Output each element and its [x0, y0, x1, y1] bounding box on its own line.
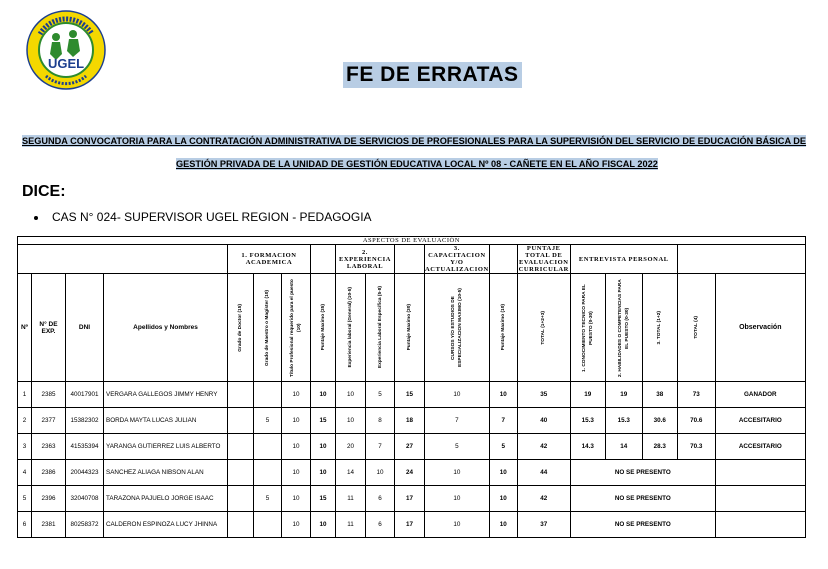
- cell-puntaje-max-1: 10: [311, 434, 336, 460]
- col-exp-general-label: Experiencia laboral (General) (10-5): [348, 287, 353, 368]
- col-puntaje-max-2-label: Puntaje Maximo (30): [407, 304, 412, 351]
- evaluation-table: [17, 236, 806, 538]
- cell-doctor: [228, 382, 254, 408]
- blank-header: [677, 245, 805, 274]
- col-grado-doctor: [228, 274, 254, 382]
- cell-cursos: 10: [425, 512, 490, 538]
- cell-doctor: [228, 486, 254, 512]
- cell-dni: 15382302: [66, 408, 104, 434]
- cell-nro: 5: [18, 486, 32, 512]
- col-exp-especifica-label: Experiencia Laboral Específica (5-8): [377, 286, 383, 369]
- cell-exp: 2385: [32, 382, 66, 408]
- col-observacion: Observación: [715, 274, 805, 382]
- col-habilidades-label: 2. HABILIDADES O COMPETENCIAS PARA EL PUESTO (0-30): [617, 278, 630, 377]
- table-row: [18, 486, 806, 512]
- cell-exp-general: 11: [336, 486, 366, 512]
- cell-puntaje-max-1: 10: [311, 512, 336, 538]
- cell-cursos: 10: [425, 486, 490, 512]
- subtitle-line-2: GESTIÓN PRIVADA DE LA UNIDAD DE GESTIÓN EDUCATIVA LOCAL Nº 08 - CAÑETE EN EL AÑO FISCAL 2022: [176, 159, 658, 169]
- col-total-entrevista: [642, 274, 677, 382]
- col-exp-general: [336, 274, 366, 382]
- cell-total-final: 70.3: [677, 434, 715, 460]
- col-habilidades: [605, 274, 642, 382]
- cell-doctor: [228, 512, 254, 538]
- cell-puntaje-max-3: 10: [489, 460, 517, 486]
- cell-observacion: [715, 460, 805, 486]
- table-row: [18, 512, 806, 538]
- cell-observacion: ACCESITARIO: [715, 408, 805, 434]
- cell-puntaje-max-3: 5: [489, 434, 517, 460]
- cell-dni: 41535394: [66, 434, 104, 460]
- cell-maestro: 5: [254, 486, 282, 512]
- cell-conocimiento: 19: [570, 382, 605, 408]
- cell-total-evc: 42: [517, 486, 570, 512]
- cell-total-final: 73: [677, 382, 715, 408]
- cell-conocimiento: 15.3: [570, 408, 605, 434]
- cell-exp-especifica: 7: [366, 434, 395, 460]
- cell-doctor: [228, 434, 254, 460]
- cell-puntaje-max-1: 15: [311, 408, 336, 434]
- cell-nombre: VERGARA GALLEGOS JIMMY HENRY: [104, 382, 228, 408]
- cell-puntaje-max-2: 17: [395, 486, 425, 512]
- cell-puntaje-max-1: 10: [311, 382, 336, 408]
- col-exp: N° DE EXP.: [32, 274, 66, 382]
- cell-cursos: 10: [425, 460, 490, 486]
- col-total-entrevista-label: 3. TOTAL (1+2): [657, 310, 663, 345]
- blank-header: [311, 245, 336, 274]
- cell-puntaje-max-2: 17: [395, 512, 425, 538]
- cell-nro: 1: [18, 382, 32, 408]
- col-total-evc-label: TOTAL (1+2+3): [541, 310, 547, 345]
- cell-puntaje-max-1: 15: [311, 486, 336, 512]
- col-total-evc: [517, 274, 570, 382]
- cell-habilidades: 19: [605, 382, 642, 408]
- table-row: [18, 382, 806, 408]
- cell-exp-especifica: 6: [366, 512, 395, 538]
- cell-dni: 32040708: [66, 486, 104, 512]
- bullet-item: [34, 210, 372, 224]
- cell-nombre: YARANGA GUTIERREZ LUIS ALBERTO: [104, 434, 228, 460]
- subtitle-line-1: SEGUNDA CONVOCATORIA PARA LA CONTRATACIÓN ADMINISTRATIVA DE SERVICIOS DE PROFESIONALES PARA LA SUPERVISIÓN DEL SERVICIO DE EDUCACIÓN BÁSICA DE: [22, 136, 807, 146]
- cell-nro: 4: [18, 460, 32, 486]
- cell-cursos: 10: [425, 382, 490, 408]
- cell-nro: 6: [18, 512, 32, 538]
- cell-nombre: TARAZONA PAJUELO JORGE ISAAC: [104, 486, 228, 512]
- col-grado-maestro: [254, 274, 282, 382]
- cell-no-se-presento: NO SE PRESENTO: [570, 486, 715, 512]
- cell-puntaje-max-3: 10: [489, 486, 517, 512]
- cell-maestro: 5: [254, 408, 282, 434]
- ugel-logo: [26, 10, 106, 90]
- cell-exp: 2386: [32, 460, 66, 486]
- group-capacitacion: 3. CAPACITACION Y/O ACTUALIZACION: [425, 245, 489, 273]
- cell-observacion: ACCESITARIO: [715, 434, 805, 460]
- bullet-icon: [34, 216, 38, 220]
- cell-observacion: [715, 512, 805, 538]
- cell-total-entrevista: 28.3: [642, 434, 677, 460]
- cell-titulo: 10: [282, 434, 311, 460]
- aspectos-header: ASPECTOS DE EVALUACIÓN: [18, 237, 806, 245]
- blank-header: [18, 245, 228, 274]
- cell-titulo: 10: [282, 512, 311, 538]
- table-row: [18, 408, 806, 434]
- table-row: [18, 434, 806, 460]
- cell-exp-general: 14: [336, 460, 366, 486]
- cell-exp-especifica: 5: [366, 382, 395, 408]
- group-experiencia: 2. EXPERIENCIA LABORAL: [336, 245, 395, 274]
- cell-exp-general: 20: [336, 434, 366, 460]
- cell-nro: 2: [18, 408, 32, 434]
- col-grado-maestro-label: Grado de Maestro o Magíster (10): [265, 289, 270, 366]
- cell-puntaje-max-1: 10: [311, 460, 336, 486]
- cell-maestro: [254, 382, 282, 408]
- cell-puntaje-max-2: 27: [395, 434, 425, 460]
- dice-heading: DICE:: [22, 183, 66, 200]
- col-total-final-label: TOTAL (4): [693, 316, 699, 339]
- cell-puntaje-max-2: 24: [395, 460, 425, 486]
- cell-exp-general: 11: [336, 512, 366, 538]
- col-puntaje-max-2: [395, 274, 425, 382]
- cell-puntaje-max-3: 7: [489, 408, 517, 434]
- col-nombres: Apellidos y Nombres: [104, 274, 228, 382]
- col-exp-especifica: [366, 274, 395, 382]
- cell-doctor: [228, 460, 254, 486]
- cell-doctor: [228, 408, 254, 434]
- cell-cursos: 5: [425, 434, 490, 460]
- cell-exp-especifica: 10: [366, 460, 395, 486]
- cell-maestro: [254, 460, 282, 486]
- cell-exp: 2381: [32, 512, 66, 538]
- cell-puntaje-max-3: 10: [489, 382, 517, 408]
- cell-maestro: [254, 434, 282, 460]
- col-puntaje-max-3: [489, 274, 517, 382]
- cell-dni: 80258372: [66, 512, 104, 538]
- col-cursos-label: CURSOS Y/O ESTUDIOS DE ESPECIALIZACION MAXIMO (10-5): [450, 288, 463, 367]
- blank-header: [489, 245, 517, 274]
- page-title: FE DE ERRATAS: [343, 62, 522, 88]
- cell-habilidades: 15.3: [605, 408, 642, 434]
- group-puntaje-total: PUNTAJE TOTAL DE EVALUACION CURRICULAR: [518, 245, 569, 273]
- logo-text: UGEL: [47, 56, 85, 71]
- cell-total-evc: 40: [517, 408, 570, 434]
- cell-habilidades: 14: [605, 434, 642, 460]
- cell-puntaje-max-2: 18: [395, 408, 425, 434]
- cell-exp: 2396: [32, 486, 66, 512]
- cell-observacion: GANADOR: [715, 382, 805, 408]
- cell-nombre: CALDERON ESPINOZA LUCY JHINNA: [104, 512, 228, 538]
- cell-observacion: [715, 486, 805, 512]
- cell-cursos: 7: [425, 408, 490, 434]
- cell-no-se-presento: NO SE PRESENTO: [570, 460, 715, 486]
- cell-no-se-presento: NO SE PRESENTO: [570, 512, 715, 538]
- cell-total-entrevista: 38: [642, 382, 677, 408]
- cell-total-final: 70.6: [677, 408, 715, 434]
- col-grado-doctor-label: Grado de Doctor (15): [238, 303, 243, 352]
- blank-header: [395, 245, 425, 274]
- cell-conocimiento: 14.3: [570, 434, 605, 460]
- cell-exp: 2363: [32, 434, 66, 460]
- cell-dni: 20044323: [66, 460, 104, 486]
- table-row: [18, 460, 806, 486]
- col-puntaje-max-1-label: Puntaje Maximo (35): [320, 304, 326, 351]
- group-entrevista: ENTREVISTA PERSONAL: [570, 245, 677, 274]
- cell-titulo: 10: [282, 382, 311, 408]
- col-conocimiento-label: 1. CONOCIMIENTO TECNICO PARA EL PUESTO (0-30): [581, 283, 594, 372]
- cell-exp-especifica: 8: [366, 408, 395, 434]
- cell-nombre: BORDA MAYTA LUCAS JULIAN: [104, 408, 228, 434]
- cell-exp-especifica: 6: [366, 486, 395, 512]
- col-conocimiento: [570, 274, 605, 382]
- col-puntaje-max-3-label: Puntaje Maximo (10): [500, 304, 506, 351]
- cell-nro: 3: [18, 434, 32, 460]
- col-total-final: [677, 274, 715, 382]
- cell-titulo: 10: [282, 460, 311, 486]
- bullet-text: CAS N° 024- SUPERVISOR UGEL REGION - PEDAGOGIA: [52, 210, 372, 224]
- col-cursos: [425, 274, 490, 382]
- cell-exp: 2377: [32, 408, 66, 434]
- cell-puntaje-max-3: 10: [489, 512, 517, 538]
- cell-exp-general: 10: [336, 382, 366, 408]
- col-nro: Nº: [18, 274, 32, 382]
- cell-total-evc: 42: [517, 434, 570, 460]
- cell-total-evc: 44: [517, 460, 570, 486]
- col-titulo-label: Título Profesional requerido para el puesto (10): [290, 278, 302, 377]
- cell-dni: 40017901: [66, 382, 104, 408]
- cell-total-entrevista: 30.6: [642, 408, 677, 434]
- cell-exp-general: 10: [336, 408, 366, 434]
- cell-nombre: SANCHEZ ALIAGA NIBSON ALAN: [104, 460, 228, 486]
- group-formacion: 1. FORMACION ACADEMICA: [228, 245, 311, 274]
- cell-titulo: 10: [282, 486, 311, 512]
- cell-titulo: 10: [282, 408, 311, 434]
- cell-maestro: [254, 512, 282, 538]
- col-titulo: [282, 274, 311, 382]
- cell-total-evc: 35: [517, 382, 570, 408]
- col-puntaje-max-1: [311, 274, 336, 382]
- cell-puntaje-max-2: 15: [395, 382, 425, 408]
- col-dni: DNI: [66, 274, 104, 382]
- cell-total-evc: 37: [517, 512, 570, 538]
